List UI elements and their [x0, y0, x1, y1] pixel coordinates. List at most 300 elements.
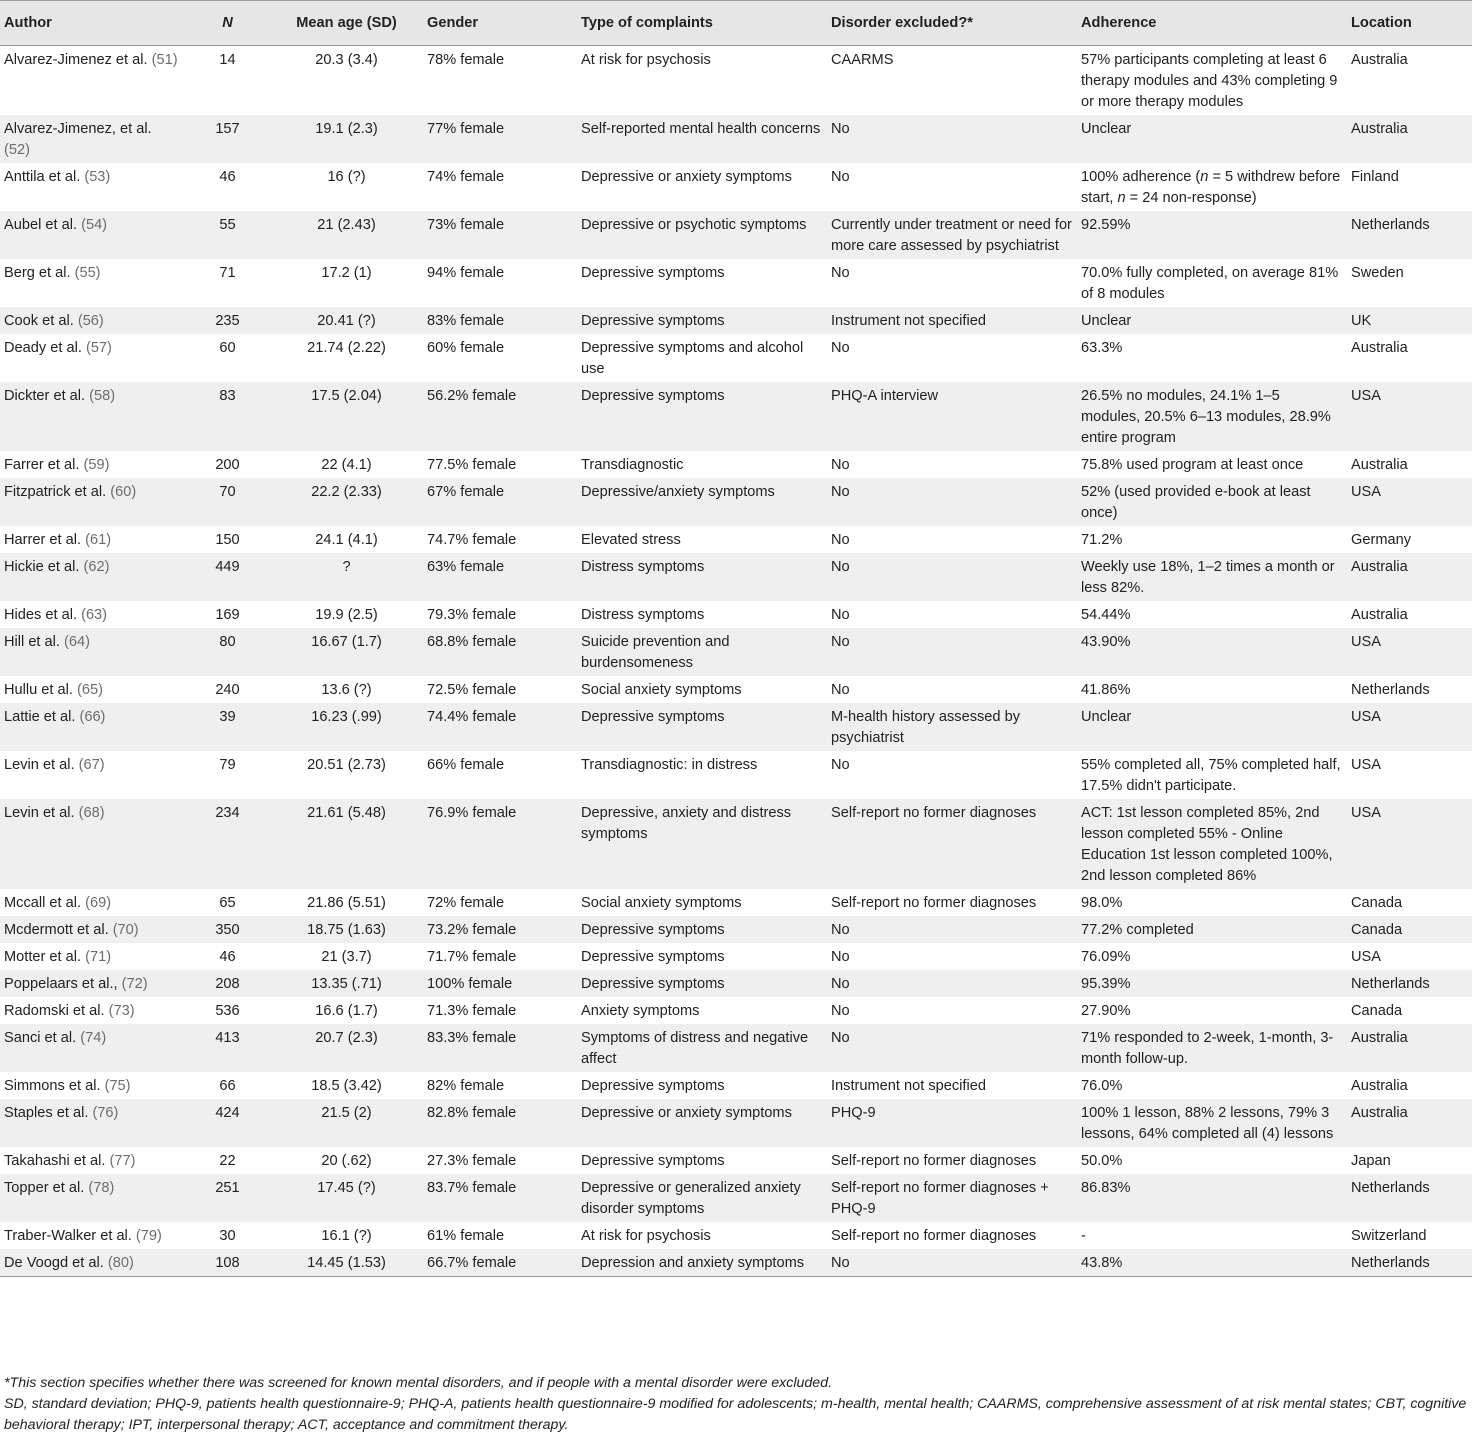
- reference-link[interactable]: (59): [83, 457, 110, 473]
- table-row: [0, 553, 1472, 601]
- gender-cell: 66% female: [427, 757, 505, 773]
- complaints-cell: Depressive or psychotic symptoms: [581, 217, 807, 233]
- author-name: Levin et al.: [4, 805, 75, 821]
- complaints-cell: Transdiagnostic: in distress: [581, 757, 758, 773]
- reference-link[interactable]: (76): [92, 1105, 119, 1121]
- sample-size-cell: 208: [215, 976, 240, 992]
- disorder-excluded-cell: No: [831, 169, 850, 185]
- author-name: Hickie et al.: [4, 559, 80, 575]
- sample-size-cell: 65: [219, 895, 236, 911]
- author-name: Levin et al.: [4, 757, 75, 773]
- adherence-cell: [1077, 163, 1347, 211]
- gender-cell: 63% female: [427, 559, 505, 575]
- mean-age-cell: 17.45 (?): [317, 1180, 376, 1196]
- author-cell: [0, 1249, 185, 1277]
- sample-size-cell: 157: [215, 121, 240, 137]
- disorder-excluded-cell: No: [831, 559, 850, 575]
- mean-age-cell: 22.2 (2.33): [311, 484, 382, 500]
- sample-size-cell: 536: [215, 1003, 240, 1019]
- table-row: [0, 259, 1472, 307]
- mean-age-cell: 22 (4.1): [321, 457, 372, 473]
- reference-link[interactable]: (78): [88, 1180, 115, 1196]
- sample-size-cell: 83: [219, 388, 236, 404]
- author-cell: [0, 1147, 185, 1174]
- author-name: Poppelaars et al.,: [4, 976, 118, 992]
- table-row: [0, 676, 1472, 703]
- disorder-excluded-cell: Self-report no former diagnoses: [831, 895, 1037, 911]
- author-name: Fitzpatrick et al.: [4, 484, 107, 500]
- reference-link[interactable]: (71): [85, 949, 112, 965]
- author-name: Mccall et al.: [4, 895, 82, 911]
- table-row: [0, 970, 1472, 997]
- mean-age-cell: 16.67 (1.7): [311, 634, 382, 650]
- author-cell: [0, 799, 185, 889]
- disorder-excluded-cell: No: [831, 976, 850, 992]
- author-cell: [0, 553, 185, 601]
- complaints-cell: Depressive symptoms: [581, 922, 725, 938]
- disorder-excluded-cell: No: [831, 634, 850, 650]
- sample-size-cell: 200: [215, 457, 240, 473]
- gender-cell: 72.5% female: [427, 682, 517, 698]
- complaints-cell: Depressive symptoms: [581, 976, 725, 992]
- author-name: De Voogd et al.: [4, 1255, 104, 1271]
- mean-age-cell: 20.3 (3.4): [315, 52, 378, 68]
- author-name: Hill et al.: [4, 634, 60, 650]
- adherence-cell: ACT: 1st lesson completed 85%, 2nd lesson completed 55% - Online Education 1st lesson completed 100%, 2nd lesson completed 86%: [1081, 805, 1333, 884]
- gender-cell: 68.8% female: [427, 634, 517, 650]
- reference-link[interactable]: (70): [112, 922, 139, 938]
- location-cell: UK: [1351, 313, 1372, 329]
- column-header-disorder-excluded: Disorder excluded?*: [831, 14, 973, 31]
- sample-size-cell: 66: [219, 1078, 236, 1094]
- table-row: [0, 601, 1472, 628]
- sample-size-cell: 22: [219, 1153, 236, 1169]
- author-cell: [0, 970, 185, 997]
- table-row: [0, 1174, 1472, 1222]
- location-cell: Netherlands: [1351, 1255, 1430, 1271]
- disorder-excluded-cell: No: [831, 757, 850, 773]
- reference-link[interactable]: (73): [108, 1003, 135, 1019]
- table-header-row: [0, 1, 1472, 46]
- author-name: Sanci et al.: [4, 1030, 77, 1046]
- author-cell: [0, 382, 185, 451]
- reference-link[interactable]: (72): [121, 976, 148, 992]
- adherence-cell: Unclear: [1081, 709, 1132, 725]
- mean-age-cell: 16.6 (1.7): [315, 1003, 378, 1019]
- location-cell: USA: [1351, 805, 1382, 821]
- author-name: Alvarez-Jimenez, et al.: [4, 121, 152, 137]
- reference-link[interactable]: (51): [151, 52, 178, 68]
- table-row: [0, 628, 1472, 676]
- column-header-location: Location: [1351, 14, 1412, 31]
- author-cell: [0, 307, 185, 334]
- reference-link[interactable]: (66): [79, 709, 106, 725]
- table-row: [0, 997, 1472, 1024]
- author-cell: [0, 703, 185, 751]
- gender-cell: 74.7% female: [427, 532, 517, 548]
- table-body: [0, 46, 1472, 1277]
- location-cell: Netherlands: [1351, 1180, 1430, 1196]
- mean-age-cell: 21 (2.43): [317, 217, 376, 233]
- sample-size-cell: 413: [215, 1030, 240, 1046]
- complaints-cell: At risk for psychosis: [581, 1228, 711, 1244]
- reference-link[interactable]: (60): [110, 484, 137, 500]
- sample-size-cell: 14: [219, 52, 236, 68]
- gender-cell: 82% female: [427, 1078, 505, 1094]
- sample-size-cell: 46: [219, 169, 236, 185]
- gender-cell: 94% female: [427, 265, 505, 281]
- complaints-cell: Social anxiety symptoms: [581, 895, 742, 911]
- complaints-cell: Anxiety symptoms: [581, 1003, 700, 1019]
- gender-cell: 74% female: [427, 169, 505, 185]
- disorder-excluded-cell: No: [831, 340, 850, 356]
- author-cell: [0, 943, 185, 970]
- disorder-excluded-cell: No: [831, 607, 850, 623]
- author-name: Hides et al.: [4, 607, 78, 623]
- disorder-excluded-cell: No: [831, 922, 850, 938]
- disorder-excluded-cell: Instrument not specified: [831, 313, 986, 329]
- location-cell: Japan: [1351, 1153, 1391, 1169]
- location-cell: USA: [1351, 949, 1382, 965]
- adherence-cell: Unclear: [1081, 313, 1132, 329]
- disorder-excluded-cell: Self-report no former diagnoses: [831, 1228, 1037, 1244]
- location-cell: Germany: [1351, 532, 1412, 548]
- table-row: [0, 163, 1472, 211]
- adherence-cell: 55% completed all, 75% completed half, 17.5% didn't participate.: [1081, 757, 1341, 794]
- author-cell: [0, 1072, 185, 1099]
- sample-size-cell: 108: [215, 1255, 240, 1271]
- adherence-cell: 92.59%: [1081, 217, 1131, 233]
- mean-age-cell: 20.51 (2.73): [307, 757, 386, 773]
- adherence-cell: 43.8%: [1081, 1255, 1123, 1271]
- table-row: [0, 1147, 1472, 1174]
- location-cell: Australia: [1351, 52, 1408, 68]
- reference-link[interactable]: (79): [135, 1228, 162, 1244]
- complaints-cell: Depressive symptoms: [581, 709, 725, 725]
- column-header-adherence: Adherence: [1081, 14, 1157, 31]
- adherence-cell: 63.3%: [1081, 340, 1123, 356]
- author-cell: [0, 526, 185, 553]
- sample-size-cell: 60: [219, 340, 236, 356]
- complaints-cell: Social anxiety symptoms: [581, 682, 742, 698]
- reference-link[interactable]: (56): [77, 313, 104, 329]
- gender-cell: 72% female: [427, 895, 505, 911]
- disorder-excluded-cell: No: [831, 1255, 850, 1271]
- table-row: [0, 1024, 1472, 1072]
- adherence-cell: 76.0%: [1081, 1078, 1123, 1094]
- mean-age-cell: 20.7 (2.3): [315, 1030, 378, 1046]
- disorder-excluded-cell: No: [831, 682, 850, 698]
- adherence-cell: 41.86%: [1081, 682, 1131, 698]
- table-row: [0, 451, 1472, 478]
- adherence-cell: 100% 1 lesson, 88% 2 lessons, 79% 3 lessons, 64% completed all (4) lessons: [1081, 1105, 1334, 1142]
- adherence-cell: 26.5% no modules, 24.1% 1–5 modules, 20.5% 6–13 modules, 28.9% entire program: [1081, 388, 1331, 446]
- author-name: Topper et al.: [4, 1180, 85, 1196]
- footnote-asterisk: *This section specifies whether there was screened for known mental disorders, and if people with a mental disorder were excluded.: [4, 1375, 833, 1391]
- mean-age-cell: 19.9 (2.5): [315, 607, 378, 623]
- location-cell: Australia: [1351, 559, 1408, 575]
- location-cell: Canada: [1351, 922, 1403, 938]
- mean-age-cell: 13.6 (?): [321, 682, 372, 698]
- author-name: Motter et al.: [4, 949, 82, 965]
- author-cell: [0, 628, 185, 676]
- gender-cell: 61% female: [427, 1228, 505, 1244]
- table-row: [0, 334, 1472, 382]
- adherence-cell: Weekly use 18%, 1–2 times a month or less 82%.: [1081, 559, 1335, 596]
- mean-age-cell: 17.5 (2.04): [311, 388, 382, 404]
- column-header-n: N: [222, 14, 233, 31]
- author-name: Alvarez-Jimenez et al.: [4, 52, 148, 68]
- reference-link[interactable]: (52): [4, 142, 30, 158]
- location-cell: Switzerland: [1351, 1228, 1427, 1244]
- adherence-text: = 24 non-response): [1125, 190, 1257, 206]
- reference-link[interactable]: (54): [81, 217, 108, 233]
- mean-age-cell: 13.35 (.71): [311, 976, 382, 992]
- complaints-cell: Depressive symptoms and alcohol use: [581, 340, 804, 377]
- location-cell: Australia: [1351, 340, 1408, 356]
- disorder-excluded-cell: No: [831, 1030, 850, 1046]
- reference-link[interactable]: (65): [77, 682, 103, 698]
- adherence-cell: 43.90%: [1081, 634, 1131, 650]
- location-cell: Netherlands: [1351, 976, 1430, 992]
- author-cell: [0, 1222, 185, 1249]
- location-cell: Canada: [1351, 895, 1403, 911]
- mean-age-cell: 21.61 (5.48): [307, 805, 386, 821]
- gender-cell: 60% female: [427, 340, 505, 356]
- disorder-excluded-cell: No: [831, 1003, 850, 1019]
- mean-age-cell: 14.45 (1.53): [307, 1255, 386, 1271]
- complaints-cell: Depressive symptoms: [581, 1153, 725, 1169]
- gender-cell: 77.5% female: [427, 457, 517, 473]
- reference-link[interactable]: (67): [78, 757, 105, 773]
- adherence-cell: Unclear: [1081, 121, 1132, 137]
- author-cell: [0, 46, 185, 116]
- reference-link[interactable]: (58): [89, 388, 116, 404]
- reference-link[interactable]: (68): [78, 805, 105, 821]
- author-cell: [0, 451, 185, 478]
- complaints-cell: Suicide prevention and burdensomeness: [581, 634, 730, 671]
- location-cell: Australia: [1351, 607, 1408, 623]
- author-cell: [0, 889, 185, 916]
- complaints-cell: Elevated stress: [581, 532, 681, 548]
- table-row: [0, 751, 1472, 799]
- author-name: Deady et al.: [4, 340, 82, 356]
- location-cell: Australia: [1351, 121, 1408, 137]
- author-cell: [0, 1099, 185, 1147]
- complaints-cell: Depressive symptoms: [581, 1078, 725, 1094]
- gender-cell: 78% female: [427, 52, 505, 68]
- location-cell: Sweden: [1351, 265, 1404, 281]
- reference-link[interactable]: (80): [107, 1255, 134, 1271]
- complaints-cell: Depression and anxiety symptoms: [581, 1255, 805, 1271]
- author-name: Farrer et al.: [4, 457, 80, 473]
- location-cell: Australia: [1351, 1030, 1408, 1046]
- adherence-cell: 57% participants completing at least 6 therapy modules and 43% completing 9 or more therapy modules: [1081, 52, 1338, 110]
- reference-link[interactable]: (64): [64, 634, 90, 650]
- complaints-cell: Depressive symptoms: [581, 949, 725, 965]
- author-name: Harrer et al.: [4, 532, 82, 548]
- reference-link[interactable]: (63): [81, 607, 108, 623]
- location-cell: Australia: [1351, 1078, 1408, 1094]
- author-name: Radomski et al.: [4, 1003, 105, 1019]
- gender-cell: 79.3% female: [427, 607, 517, 623]
- mean-age-cell: 16 (?): [327, 169, 366, 185]
- reference-link[interactable]: (69): [85, 895, 112, 911]
- adherence-cell: 70.0% fully completed, on average 81% of 8 modules: [1081, 265, 1339, 302]
- sample-size-cell: 350: [215, 922, 240, 938]
- disorder-excluded-cell: No: [831, 532, 850, 548]
- reference-link[interactable]: (57): [85, 340, 112, 356]
- author-cell: [0, 259, 185, 307]
- column-header-complaints: Type of complaints: [581, 14, 713, 31]
- disorder-excluded-cell: No: [831, 457, 850, 473]
- author-name: Lattie et al.: [4, 709, 76, 725]
- reference-link[interactable]: (74): [80, 1030, 107, 1046]
- author-name: Simmons et al.: [4, 1078, 101, 1094]
- table-row: [0, 382, 1472, 451]
- mean-age-cell: 16.1 (?): [321, 1228, 372, 1244]
- author-name: Cook et al.: [4, 313, 74, 329]
- author-cell: [0, 334, 185, 382]
- gender-cell: 56.2% female: [427, 388, 517, 404]
- sample-size-cell: 235: [215, 313, 240, 329]
- adherence-text: n: [1117, 190, 1126, 206]
- column-header-gender: Gender: [427, 14, 479, 31]
- location-cell: USA: [1351, 388, 1382, 404]
- location-cell: Finland: [1351, 169, 1399, 185]
- reference-link[interactable]: (62): [83, 559, 110, 575]
- reference-link[interactable]: (53): [84, 169, 111, 185]
- adherence-cell: 95.39%: [1081, 976, 1131, 992]
- sample-size-cell: 169: [215, 607, 240, 623]
- author-cell: [0, 1174, 185, 1222]
- disorder-excluded-cell: Self-report no former diagnoses: [831, 805, 1037, 821]
- author-name: Traber-Walker et al.: [4, 1228, 132, 1244]
- author-name: Anttila et al.: [4, 169, 81, 185]
- mean-age-cell: 19.1 (2.3): [315, 121, 378, 137]
- disorder-excluded-cell: No: [831, 484, 850, 500]
- table-row: [0, 478, 1472, 526]
- gender-cell: 77% female: [427, 121, 505, 137]
- sample-size-cell: 46: [219, 949, 236, 965]
- mean-age-cell: 16.23 (.99): [311, 709, 382, 725]
- gender-cell: 83.7% female: [427, 1180, 517, 1196]
- sample-size-cell: 240: [215, 682, 240, 698]
- table-row: [0, 115, 1472, 163]
- complaints-cell: Transdiagnostic: [581, 457, 684, 473]
- author-name: Staples et al.: [4, 1105, 89, 1121]
- reference-link[interactable]: (61): [85, 532, 112, 548]
- mean-age-cell: 20 (.62): [321, 1153, 372, 1169]
- complaints-cell: Self-reported mental health concerns: [581, 121, 821, 137]
- author-name: Dickter et al.: [4, 388, 86, 404]
- complaints-cell: Depressive or generalized anxiety disorder symptoms: [581, 1180, 801, 1217]
- table-row: [0, 526, 1472, 553]
- author-cell: [0, 211, 185, 259]
- author-name: Aubel et al.: [4, 217, 78, 233]
- table-row: [0, 1099, 1472, 1147]
- adherence-cell: 76.09%: [1081, 949, 1131, 965]
- location-cell: Australia: [1351, 1105, 1408, 1121]
- disorder-excluded-cell: PHQ-9: [831, 1105, 876, 1121]
- footnote-abbreviations: SD, standard deviation; PHQ-9, patients health questionnaire-9; PHQ-A, patients health questionnaire-9 modified for adolescents; m-health, mental health; CAARMS, comprehensive assessment of at risk mental states; CBT, cognitive behavioral therapy; IPT, interpersonal therapy; ACT, acceptance and commitment therapy.: [4, 1396, 1467, 1433]
- adherence-text: n: [1200, 169, 1209, 185]
- reference-link[interactable]: (75): [104, 1078, 131, 1094]
- mean-age-cell: 18.75 (1.63): [307, 922, 386, 938]
- table-row: [0, 703, 1472, 751]
- mean-age-cell: 21 (3.7): [321, 949, 372, 965]
- complaints-cell: Depressive or anxiety symptoms: [581, 1105, 792, 1121]
- mean-age-cell: 21.74 (2.22): [307, 340, 386, 356]
- disorder-excluded-cell: Instrument not specified: [831, 1078, 986, 1094]
- author-cell: [0, 997, 185, 1024]
- disorder-excluded-cell: PHQ-A interview: [831, 388, 939, 404]
- adherence-cell: 75.8% used program at least once: [1081, 457, 1304, 473]
- table-footnotes: [4, 1373, 1470, 1436]
- gender-cell: 74.4% female: [427, 709, 517, 725]
- reference-link[interactable]: (55): [74, 265, 101, 281]
- gender-cell: 76.9% female: [427, 805, 517, 821]
- mean-age-cell: 21.86 (5.51): [307, 895, 386, 911]
- sample-size-cell: 424: [215, 1105, 240, 1121]
- adherence-text: = 5 withdrew before start,: [1081, 169, 1341, 206]
- gender-cell: 100% female: [427, 976, 513, 992]
- adherence-cell: 98.0%: [1081, 895, 1123, 911]
- location-cell: USA: [1351, 484, 1382, 500]
- gender-cell: 83.3% female: [427, 1030, 517, 1046]
- complaints-cell: Distress symptoms: [581, 607, 705, 623]
- mean-age-cell: 20.41 (?): [317, 313, 376, 329]
- column-header-author: Author: [4, 14, 52, 31]
- table-row: [0, 1072, 1472, 1099]
- table-row: [0, 307, 1472, 334]
- sample-size-cell: 70: [219, 484, 236, 500]
- table-row: [0, 46, 1472, 116]
- table-row: [0, 1249, 1472, 1277]
- mean-age-cell: 21.5 (2): [321, 1105, 372, 1121]
- author-cell: [0, 601, 185, 628]
- complaints-cell: Depressive/anxiety symptoms: [581, 484, 775, 500]
- adherence-cell: 86.83%: [1081, 1180, 1131, 1196]
- gender-cell: 71.3% female: [427, 1003, 517, 1019]
- author-cell: [0, 163, 185, 211]
- disorder-excluded-cell: Self-report no former diagnoses: [831, 1153, 1037, 1169]
- complaints-cell: Symptoms of distress and negative affect: [581, 1030, 809, 1067]
- disorder-excluded-cell: CAARMS: [831, 52, 894, 68]
- author-cell: [0, 478, 185, 526]
- author-name: Berg et al.: [4, 265, 71, 281]
- complaints-cell: Depressive or anxiety symptoms: [581, 169, 792, 185]
- sample-size-cell: 79: [219, 757, 236, 773]
- mean-age-cell: ?: [342, 559, 351, 575]
- sample-size-cell: 251: [215, 1180, 240, 1196]
- author-cell: [0, 751, 185, 799]
- sample-size-cell: 39: [219, 709, 236, 725]
- gender-cell: 82.8% female: [427, 1105, 517, 1121]
- complaints-cell: Depressive symptoms: [581, 388, 725, 404]
- adherence-text: 100% adherence (: [1081, 169, 1201, 185]
- adherence-cell: 54.44%: [1081, 607, 1131, 623]
- reference-link[interactable]: (77): [109, 1153, 136, 1169]
- table-row: [0, 916, 1472, 943]
- disorder-excluded-cell: No: [831, 121, 850, 137]
- adherence-cell: 71% responded to 2-week, 1-month, 3-month follow-up.: [1081, 1030, 1334, 1067]
- gender-cell: 71.7% female: [427, 949, 517, 965]
- complaints-cell: Distress symptoms: [581, 559, 705, 575]
- location-cell: Canada: [1351, 1003, 1403, 1019]
- adherence-cell: -: [1081, 1228, 1086, 1244]
- author-cell: [0, 676, 185, 703]
